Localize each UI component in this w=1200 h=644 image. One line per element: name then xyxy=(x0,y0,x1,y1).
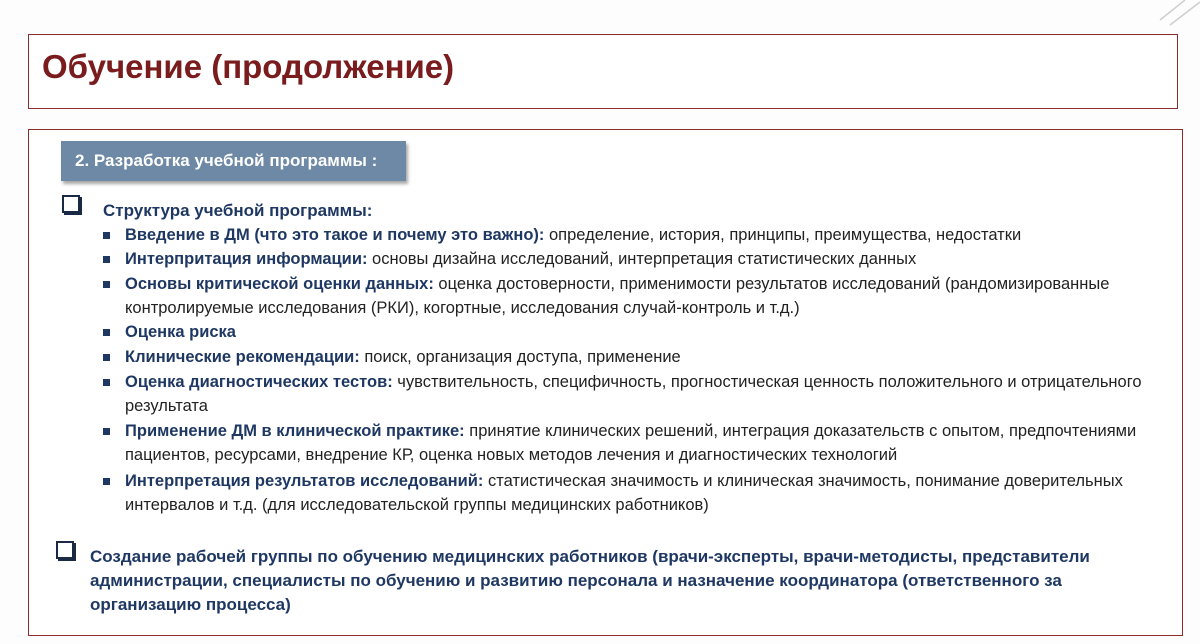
checkbox-icon xyxy=(56,541,74,559)
bullet-icon xyxy=(103,232,110,239)
list-item: Интерпритация информации: основы дизайна исследований, интерпретация статистических данных xyxy=(103,248,1163,272)
structure-heading: Структура учебной программы: xyxy=(103,201,373,220)
list-item: Применение ДМ в клинической практике: принятие клинических решений, интеграция доказательств с опытом, предпочтениями пациентов, ресурсами, внедрение КР, оценка новых методов лечения и диагностических технологий xyxy=(103,420,1163,467)
list-item: Клинические рекомендации: поиск, организация доступа, применение xyxy=(103,346,1163,370)
list-item: Введение в ДМ (что это такое и почему это важно): определение, история, принципы, преимущества, недостатки xyxy=(103,224,1163,248)
bullet-icon xyxy=(103,379,110,386)
list-item: Оценка риска xyxy=(103,321,1163,345)
bullet-icon xyxy=(103,478,110,485)
bullet-icon xyxy=(103,329,110,336)
list-item: Интерпретация результатов исследований: статистическая значимость и клиническая значимость, понимание доверительных интервалов и т.д. (для исследовательской группы медицинских работников) xyxy=(103,470,1163,517)
section-header: 2. Разработка учебной программы : xyxy=(61,141,406,181)
list-item: Оценка диагностических тестов: чувствительность, специфичность, прогностическая ценность положительного и отрицательного результата xyxy=(103,371,1163,418)
bullet-icon xyxy=(103,281,110,288)
bullet-icon xyxy=(103,428,110,435)
bullet-icon xyxy=(103,256,110,263)
working-group-text: Создание рабочей группы по обучению медицинских работников (врачи-эксперты, врачи-методисты, представители администрации, специалисты по обучению и развитию персонала и назначение координатора (ответственного за организацию процесса) xyxy=(90,547,1090,614)
corner-decoration xyxy=(1140,0,1200,30)
content-box xyxy=(28,129,1183,636)
bullet-icon xyxy=(103,354,110,361)
page-title: Обучение (продолжение) xyxy=(42,48,455,85)
list-item: Основы критической оценки данных: оценка достоверности, применимости результатов исследований (рандомизированные контролируемые исследования (РКИ), когортные, исследования случай-контроль и т.д.) xyxy=(103,273,1163,320)
title-box xyxy=(28,34,1178,109)
checkbox-icon xyxy=(62,195,80,213)
